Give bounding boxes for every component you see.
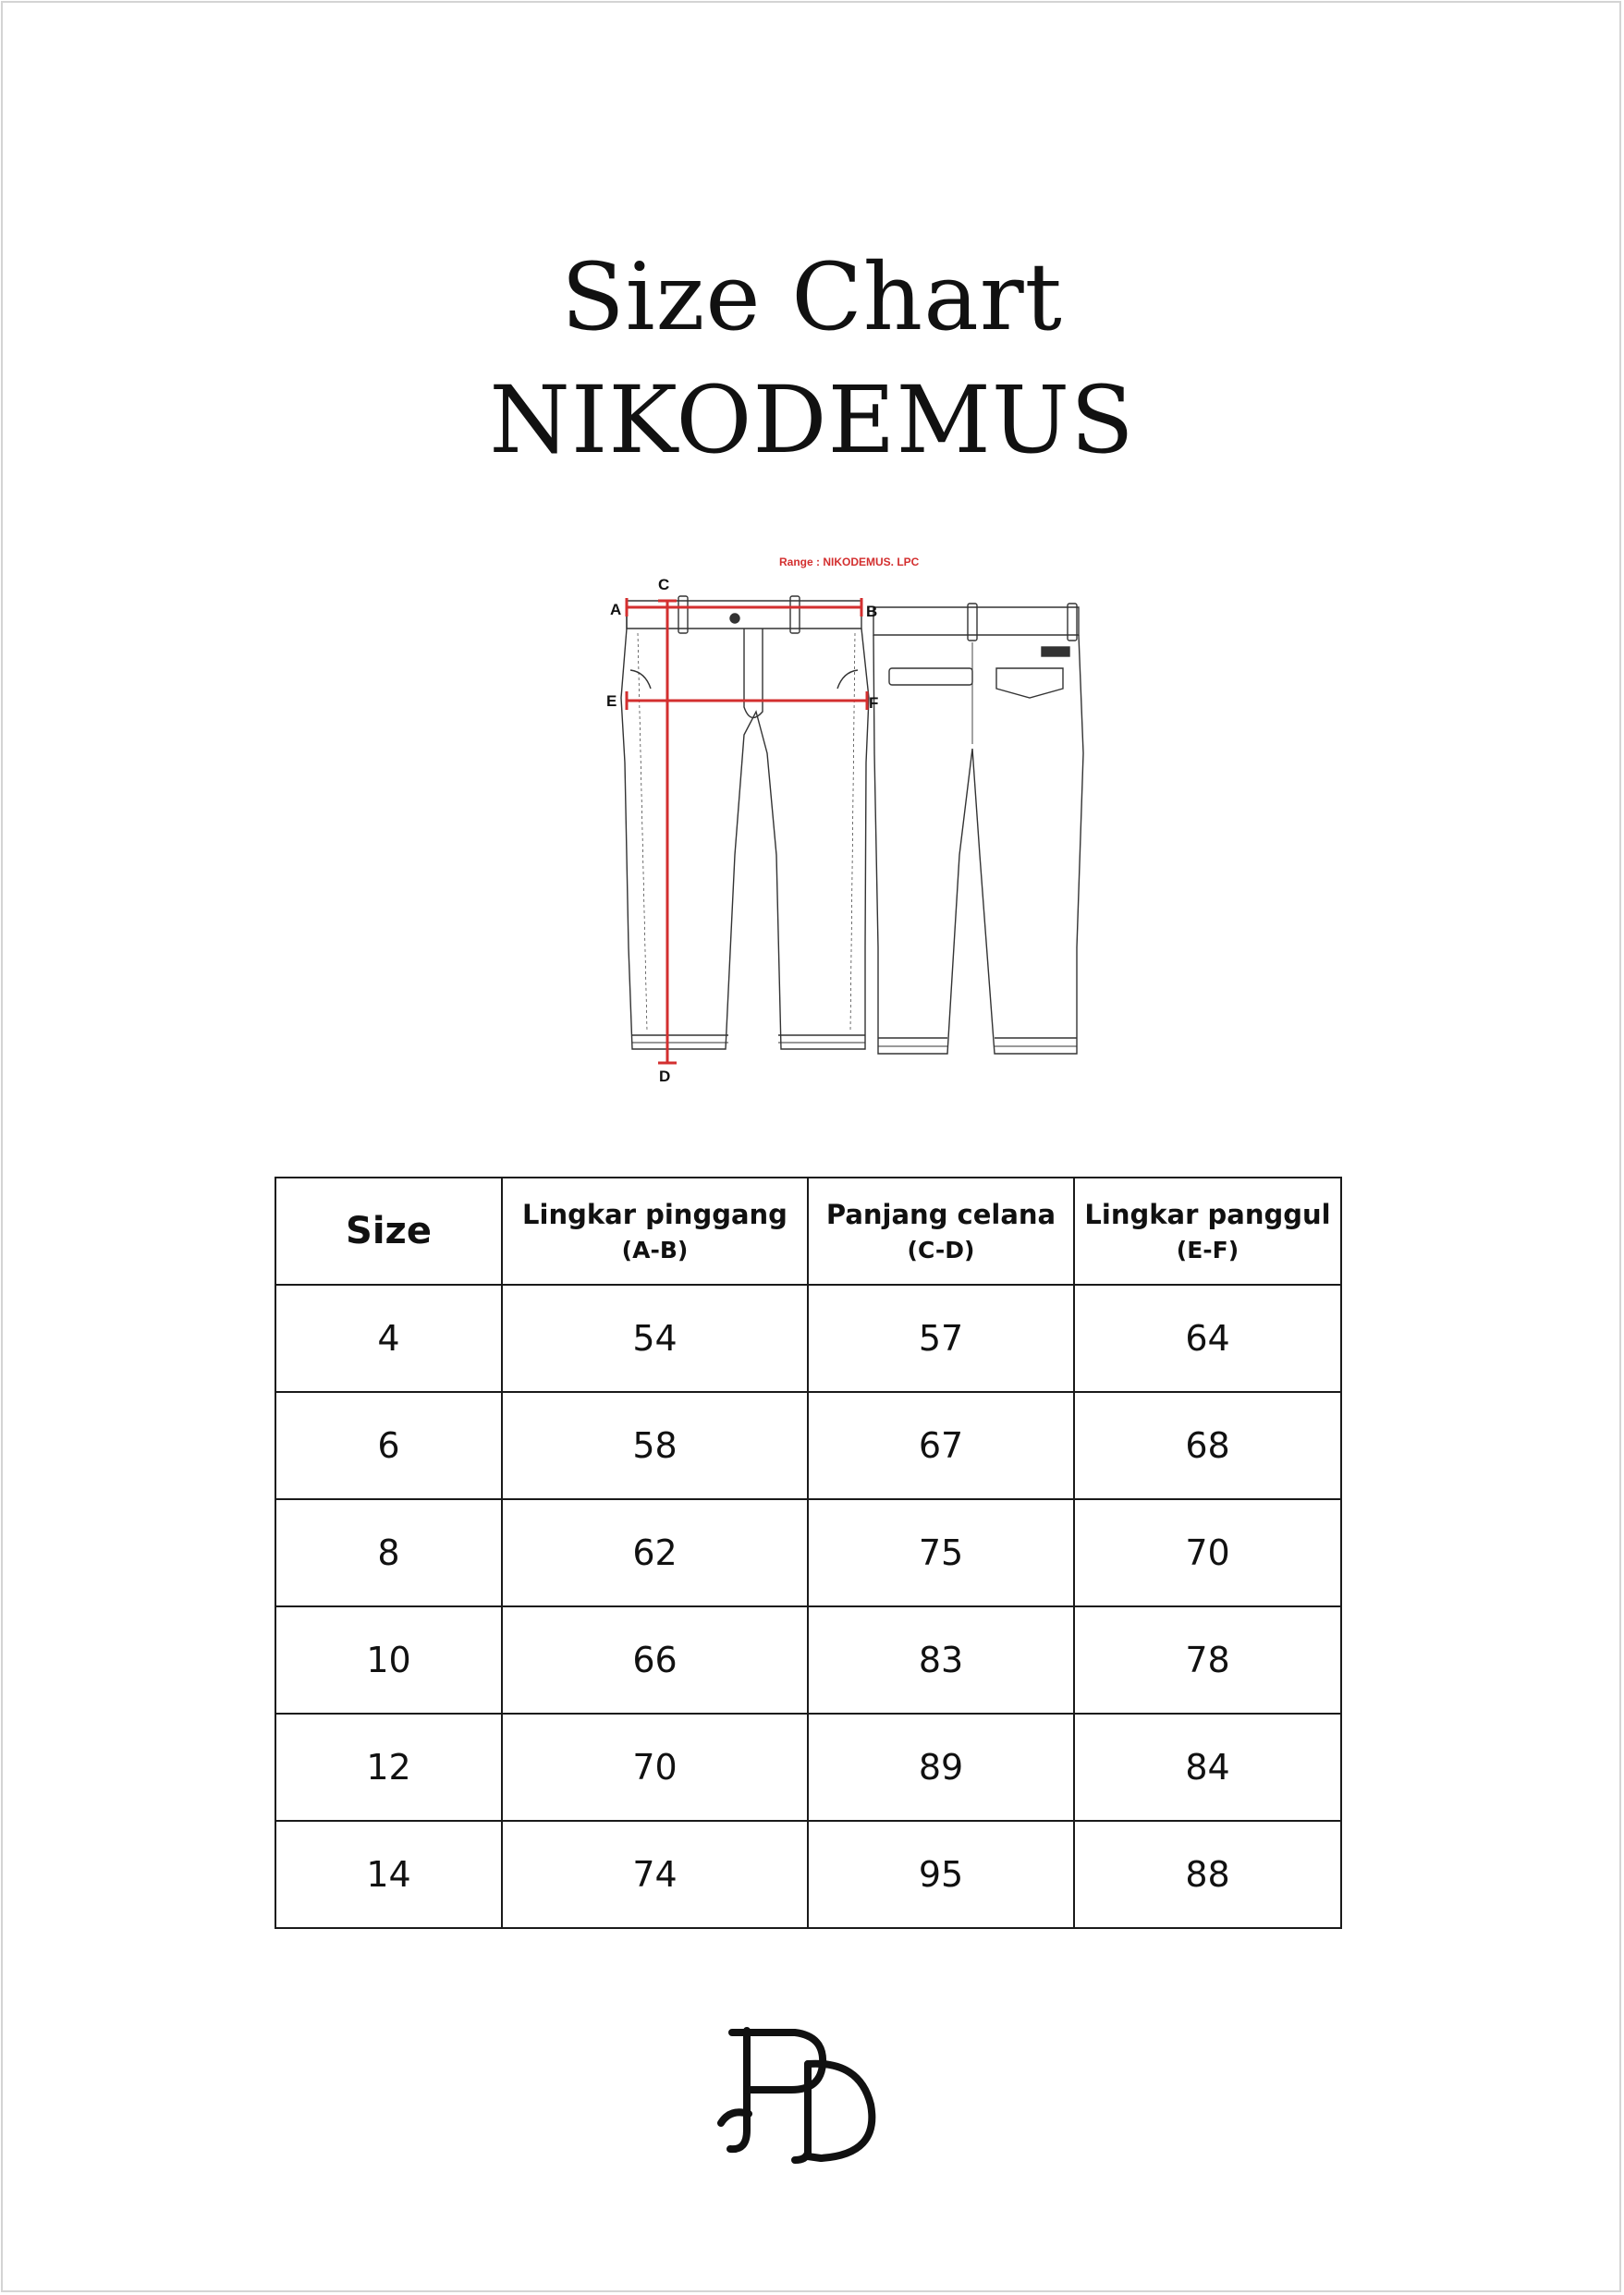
size-cell: 14 (275, 1821, 502, 1928)
waist-cell: 74 (502, 1821, 808, 1928)
pants-measurement-diagram (592, 550, 1091, 1086)
size-table (275, 1177, 1342, 1929)
waist-cell: 62 (502, 1499, 808, 1606)
waist-cell: 70 (502, 1714, 808, 1821)
back-pants-outline (873, 604, 1083, 1054)
measure-label-d: D (659, 1068, 671, 1085)
table-row (275, 1499, 1341, 1606)
header-size: Size (275, 1178, 502, 1285)
pd-monogram-logo (712, 2020, 897, 2167)
table-row (275, 1285, 1341, 1392)
length-cell: 95 (808, 1821, 1074, 1928)
header-waist: Lingkar pinggang (A-B) (502, 1178, 808, 1285)
hip-cell: 84 (1074, 1714, 1341, 1821)
waist-cell: 58 (502, 1392, 808, 1499)
measure-label-f: F (869, 694, 879, 712)
waist-cell: 54 (502, 1285, 808, 1392)
length-cell: 75 (808, 1499, 1074, 1606)
measure-label-a: A (610, 601, 622, 618)
length-cell: 67 (808, 1392, 1074, 1499)
table-row (275, 1606, 1341, 1714)
length-cell: 83 (808, 1606, 1074, 1714)
range-label: Range : NIKODEMUS. LPC (779, 555, 920, 568)
measure-label-c: C (658, 576, 670, 593)
size-cell: 8 (275, 1499, 502, 1606)
hip-cell: 78 (1074, 1606, 1341, 1714)
front-pants-outline (621, 596, 869, 1049)
measure-label-e: E (606, 692, 617, 710)
size-cell: 10 (275, 1606, 502, 1714)
length-cell: 57 (808, 1285, 1074, 1392)
table-header-row (275, 1178, 1341, 1285)
measure-label-b: B (866, 603, 878, 620)
length-cell: 89 (808, 1714, 1074, 1821)
hip-cell: 88 (1074, 1821, 1341, 1928)
table-row (275, 1714, 1341, 1821)
hip-cell: 68 (1074, 1392, 1341, 1499)
product-name: NIKODEMUS (489, 366, 1135, 474)
size-cell: 6 (275, 1392, 502, 1499)
measurement-lines (627, 598, 867, 1063)
hip-cell: 70 (1074, 1499, 1341, 1606)
table-row (275, 1821, 1341, 1928)
size-cell: 12 (275, 1714, 502, 1821)
hip-cell: 64 (1074, 1285, 1341, 1392)
header-length: Panjang celana (C-D) (808, 1178, 1074, 1285)
table-row (275, 1392, 1341, 1499)
size-cell: 4 (275, 1285, 502, 1392)
page-title: Size Chart (561, 243, 1063, 351)
waist-cell: 66 (502, 1606, 808, 1714)
header-hip: Lingkar panggul (E-F) (1074, 1178, 1341, 1285)
